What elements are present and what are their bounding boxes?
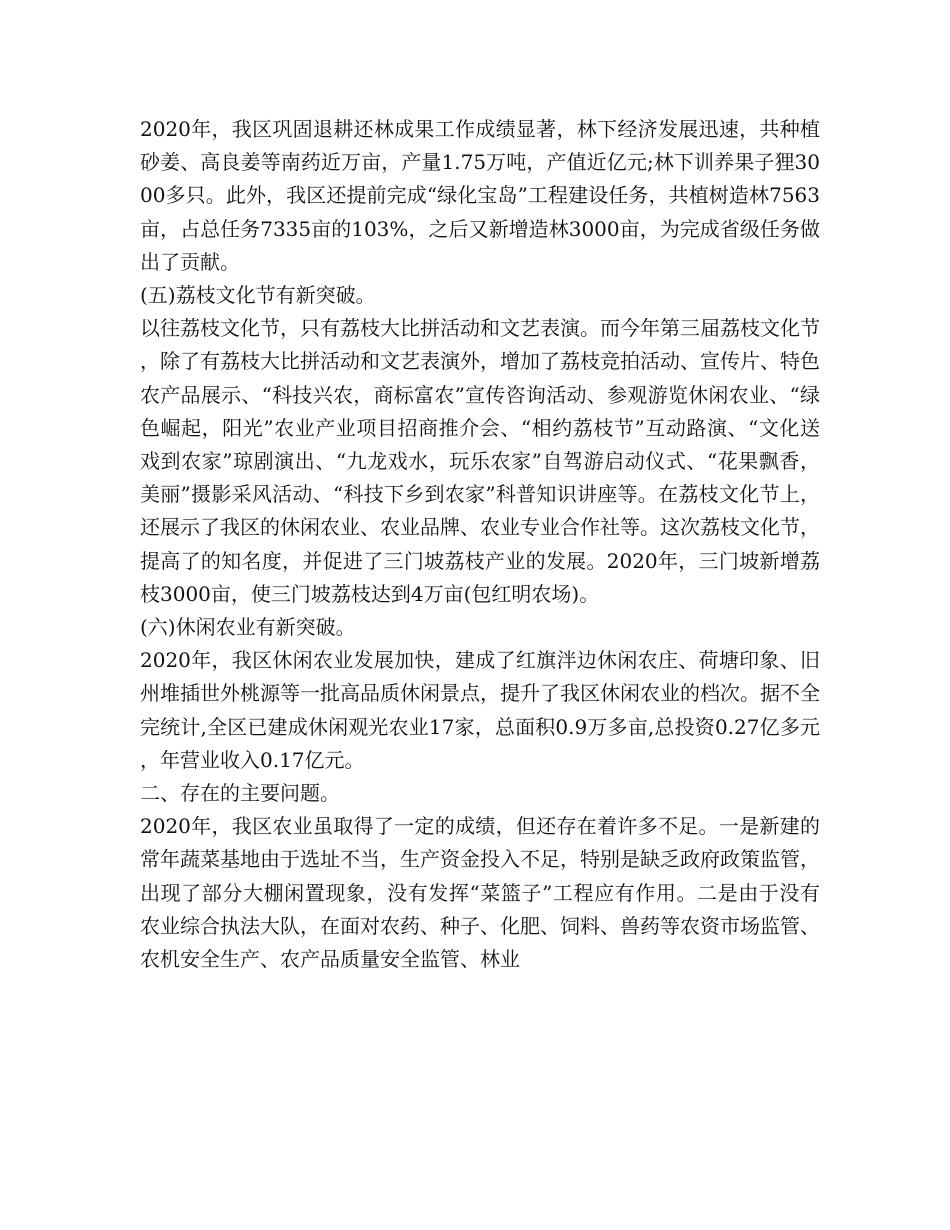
document-page <box>140 113 820 976</box>
section-heading-lychee-festival: (五)荔枝文化节有新突破。 <box>140 283 376 308</box>
section-heading-leisure-agriculture: (六)休闲农业有新突破。 <box>140 615 356 640</box>
paragraph-forestry-achievements: 2020年，我区巩固退耕还林成果工作成绩显著，林下经济发展迅速，共种植砂姜、高良姜等南药近万亩，产量1.75万吨，产值近亿元;林下训养果子狸3000多只。此外，我区还提前完成“绿化宝岛”工程建设任务，共植树造林7563亩，占总任务7335亩的103%，之后又新增造林3000亩，为完成省级任务做出了贡献。 <box>140 117 820 274</box>
paragraph-leisure-agriculture: 2020年，我区休闲农业发展加快，建成了红旗泮边休闲农庄、荷塘印象、旧州堆插世外桃源等一批高品质休闲景点，提升了我区休闲农业的档次。据不全完统计,全区已建成休闲观光农业17家，总面积0.9万多亩,总投资0.27亿多元，年营业收入0.17亿元。 <box>140 648 820 772</box>
paragraph-main-problems: 2020年，我区农业虽取得了一定的成绩，但还存在着许多不足。一是新建的常年蔬菜基地由于选址不当，生产资金投入不足，特别是缺乏政府政策监管，出现了部分大棚闲置现象，没有发挥“菜篮子”工程应有作用。二是由于没有农业综合执法大队，在面对农药、种子、化肥、饲料、兽药等农资市场监管、农机安全生产、农产品质量安全监管、林业 <box>140 814 820 972</box>
section-heading-main-problems: 二、存在的主要问题。 <box>140 781 340 806</box>
paragraph-lychee-festival: 以往荔枝文化节，只有荔枝大比拼活动和文艺表演。而今年第三届荔枝文化节，除了有荔枝大比拼活动和文艺表演外，增加了荔枝竞拍活动、宣传片、特色农产品展示、“科技兴农，商标富农”宣传咨询活动、参观游览休闲农业、“绿色崛起，阳光”农业产业项目招商推介会、“相约荔枝节”互动路演、“文化送戏到农家”琼剧演出、“九龙戏水，玩乐农家”自驾游启动仪式、“花果飘香，美丽”摄影采风活动、“科技下乡到农家”科普知识讲座等。在荔枝文化节上，还展示了我区的休闲农业、农业品牌、农业专业合作社等。这次荔枝文化节，提高了的知名度，并促进了三门坡荔枝产业的发展。2020年，三门坡新增荔枝3000亩，使三门坡荔枝达到4万亩(包红明农场)。 <box>140 316 820 606</box>
